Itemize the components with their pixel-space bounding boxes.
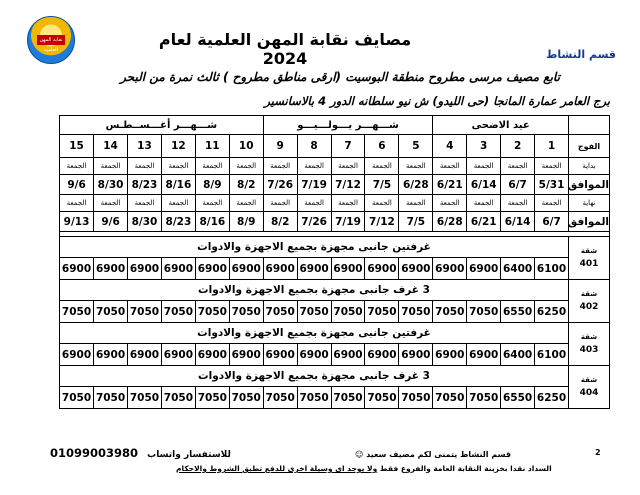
start-mowafiq-label: الموافق: [569, 175, 610, 195]
price-cell: 7050: [60, 387, 94, 409]
elevator-text: بالاسانسير: [264, 94, 315, 108]
start-date: 7/19: [297, 175, 331, 195]
group-number: 14: [94, 135, 128, 158]
month-july: شـــهـــر يـــولـــيـــو: [263, 116, 433, 135]
price-cell: 7050: [467, 301, 501, 323]
price-cell: 7050: [297, 387, 331, 409]
end-date: 7/12: [365, 212, 399, 232]
end-label: نهاية: [569, 195, 610, 212]
price-cell: 7050: [365, 301, 399, 323]
group-number: 10: [229, 135, 263, 158]
price-cell: 6900: [161, 258, 195, 280]
group-number: 12: [161, 135, 195, 158]
end-date: 7/19: [331, 212, 365, 232]
price-cell: 7050: [195, 387, 229, 409]
price-cell: 6900: [229, 344, 263, 366]
price-cell: 6100: [535, 344, 569, 366]
end-day: الجمعة: [331, 195, 365, 212]
price-cell: 6900: [433, 344, 467, 366]
corner-cell: [569, 116, 610, 135]
price-cell: 7050: [433, 387, 467, 409]
start-date: 6/21: [433, 175, 467, 195]
unit-description: [60, 280, 569, 301]
contact-info: [50, 446, 231, 460]
unit-label: شقة: [580, 290, 598, 298]
room-count: 3: [422, 370, 430, 382]
end-date: 6/7: [535, 212, 569, 232]
end-day: الجمعة: [263, 195, 297, 212]
start-day: الجمعة: [331, 158, 365, 175]
syndicate-logo: [27, 16, 75, 64]
price-cell: 7050: [94, 301, 128, 323]
group-number: 9: [263, 135, 297, 158]
end-day: الجمعة: [399, 195, 433, 212]
price-cell: 7050: [94, 387, 128, 409]
end-day: الجمعة: [195, 195, 229, 212]
price-cell: 7050: [467, 387, 501, 409]
location-line-1: تابع مصيف مرسى مطروح منطقة البوسيت (ارقى مناطق مطروح ) ثالث نمرة من البحر: [120, 70, 560, 84]
end-date: 6/28: [433, 212, 467, 232]
location-line-2: [40, 94, 640, 108]
start-day: الجمعة: [229, 158, 263, 175]
unit-cell: [569, 280, 610, 323]
unit-cell: [569, 237, 610, 280]
end-date: 8/23: [161, 212, 195, 232]
price-cell: 6900: [467, 258, 501, 280]
end-day: الجمعة: [467, 195, 501, 212]
end-date: 6/14: [501, 212, 535, 232]
address-text: برج العامر عمارة المانجا (حى الليدو) ش نيو سلطانه الدور 4: [318, 94, 610, 108]
end-day: الجمعة: [128, 195, 162, 212]
logo-text: نقابة المهن العلمية: [37, 35, 65, 45]
start-date: 8/23: [128, 175, 162, 195]
group-number: 7: [331, 135, 365, 158]
description-text: غرف جانبى مجهزة بجميع الاجهزة والادوات: [198, 370, 419, 382]
start-day: الجمعة: [263, 158, 297, 175]
unit-number: 402: [579, 302, 599, 312]
price-cell: 6900: [229, 258, 263, 280]
group-number: 3: [467, 135, 501, 158]
price-cell: 6400: [501, 344, 535, 366]
price-cell: 6900: [331, 258, 365, 280]
price-cell: 6900: [399, 344, 433, 366]
description-text: غرفتين جانبى مجهزة بجميع الاجهزة والادوات: [197, 241, 431, 253]
start-date: 7/26: [263, 175, 297, 195]
price-cell: 7050: [229, 301, 263, 323]
start-date: 6/7: [501, 175, 535, 195]
group-number: 2: [501, 135, 535, 158]
start-date: 8/16: [161, 175, 195, 195]
end-date: 8/9: [229, 212, 263, 232]
group-number: 1: [535, 135, 569, 158]
price-cell: 7050: [195, 301, 229, 323]
end-day: الجمعة: [433, 195, 467, 212]
start-date: 8/30: [94, 175, 128, 195]
end-date: 9/13: [60, 212, 94, 232]
unit-description: [60, 237, 569, 258]
end-date: 6/21: [467, 212, 501, 232]
price-cell: 6900: [433, 258, 467, 280]
end-day: الجمعة: [501, 195, 535, 212]
start-date: 7/5: [365, 175, 399, 195]
start-day: الجمعة: [128, 158, 162, 175]
group-number: 13: [128, 135, 162, 158]
price-cell: 7050: [60, 301, 94, 323]
price-cell: 6900: [60, 344, 94, 366]
wishes-text: قسم النشاط يتمنى لكم مصيف سعيد ☺: [355, 450, 511, 459]
price-cell: 6250: [535, 387, 569, 409]
start-day: الجمعة: [501, 158, 535, 175]
price-cell: 6900: [60, 258, 94, 280]
start-date: 5/31: [535, 175, 569, 195]
price-cell: 7050: [161, 387, 195, 409]
unit-label: شقة: [580, 333, 598, 341]
description-text: غرفتين جانبى مجهزة بجميع الاجهزة والادوات: [197, 327, 431, 339]
price-cell: 7050: [128, 387, 162, 409]
group-number: 6: [365, 135, 399, 158]
start-date: 8/2: [229, 175, 263, 195]
unit-label: شقة: [580, 376, 598, 384]
unit-number: 401: [579, 259, 599, 269]
payment-note-a: السداد نقدا بخزينة النقابة العامة والفروع فقط: [379, 464, 552, 473]
end-day: الجمعة: [297, 195, 331, 212]
unit-cell: [569, 366, 610, 409]
price-cell: 6900: [128, 258, 162, 280]
price-cell: 6900: [128, 344, 162, 366]
price-cell: 7050: [263, 387, 297, 409]
start-label: بداية: [569, 158, 610, 175]
start-date: 6/28: [399, 175, 433, 195]
price-cell: 6550: [501, 387, 535, 409]
price-cell: 6900: [467, 344, 501, 366]
price-cell: 6900: [365, 344, 399, 366]
price-cell: 6550: [501, 301, 535, 323]
price-cell: 7050: [297, 301, 331, 323]
price-cell: 7050: [161, 301, 195, 323]
end-day: الجمعة: [161, 195, 195, 212]
end-mowafiq-label: الموافق: [569, 212, 610, 232]
end-date: 8/16: [195, 212, 229, 232]
end-day: الجمعة: [60, 195, 94, 212]
phone-number: 01099003980: [50, 446, 139, 460]
end-day: الجمعة: [229, 195, 263, 212]
price-cell: 6900: [297, 344, 331, 366]
price-cell: 7050: [399, 387, 433, 409]
price-cell: 7050: [331, 301, 365, 323]
end-date: 7/5: [399, 212, 433, 232]
start-day: الجمعة: [433, 158, 467, 175]
payment-note: [176, 464, 552, 473]
department-label: قسم النشاط: [546, 48, 616, 61]
end-date: 7/26: [297, 212, 331, 232]
start-day: الجمعة: [535, 158, 569, 175]
price-cell: 6400: [501, 258, 535, 280]
unit-description: [60, 366, 569, 387]
price-cell: 6900: [161, 344, 195, 366]
price-cell: 7050: [331, 387, 365, 409]
start-day: الجمعة: [60, 158, 94, 175]
price-cell: 6900: [399, 258, 433, 280]
price-cell: 6100: [535, 258, 569, 280]
start-date: 6/14: [467, 175, 501, 195]
group-number: 5: [399, 135, 433, 158]
price-cell: 6900: [195, 258, 229, 280]
group-number: 11: [195, 135, 229, 158]
price-cell: 7050: [365, 387, 399, 409]
start-day: الجمعة: [195, 158, 229, 175]
unit-label: شقة: [580, 247, 598, 255]
start-day: الجمعة: [399, 158, 433, 175]
month-august: شـــهـــر أغـــســطـس: [60, 116, 264, 135]
unit-number: 403: [579, 345, 599, 355]
price-cell: 6900: [365, 258, 399, 280]
price-cell: 6900: [195, 344, 229, 366]
end-day: الجمعة: [94, 195, 128, 212]
group-number: 8: [297, 135, 331, 158]
unit-description: [60, 323, 569, 344]
end-date: 8/2: [263, 212, 297, 232]
price-cell: 6900: [297, 258, 331, 280]
schedule-table: [59, 115, 610, 409]
start-date: 8/9: [195, 175, 229, 195]
price-cell: 7050: [433, 301, 467, 323]
price-cell: 6900: [263, 258, 297, 280]
start-day: الجمعة: [161, 158, 195, 175]
unit-number: 404: [579, 388, 599, 398]
price-cell: 7050: [399, 301, 433, 323]
group-number: 15: [60, 135, 94, 158]
page-title: مصايف نقابة المهن العلمية لعام 2024: [158, 30, 412, 68]
payment-note-b: ولا يوجد اى وسيلة اخرى للدفع تطبق الشروط والاحكام: [176, 464, 378, 473]
fawj-label: الفوج: [569, 135, 610, 158]
end-date: 8/30: [128, 212, 162, 232]
end-day: الجمعة: [365, 195, 399, 212]
price-cell: 6250: [535, 301, 569, 323]
start-day: الجمعة: [467, 158, 501, 175]
start-day: الجمعة: [365, 158, 399, 175]
group-number: 4: [433, 135, 467, 158]
room-count: 3: [422, 284, 430, 296]
price-cell: 6900: [94, 258, 128, 280]
price-cell: 6900: [263, 344, 297, 366]
price-cell: 6900: [94, 344, 128, 366]
price-cell: 6900: [331, 344, 365, 366]
start-day: الجمعة: [297, 158, 331, 175]
price-cell: 7050: [229, 387, 263, 409]
description-text: غرف جانبى مجهزة بجميع الاجهزة والادوات: [198, 284, 419, 296]
start-day: الجمعة: [94, 158, 128, 175]
start-date: 7/12: [331, 175, 365, 195]
page-number: 2: [595, 448, 601, 457]
inquiry-label: للاستفسار واتساب: [147, 450, 231, 460]
unit-cell: [569, 323, 610, 366]
price-cell: 7050: [263, 301, 297, 323]
month-eid: عيد الاضحى: [433, 116, 569, 135]
price-cell: 7050: [128, 301, 162, 323]
end-day: الجمعة: [535, 195, 569, 212]
end-date: 9/6: [94, 212, 128, 232]
start-date: 9/6: [60, 175, 94, 195]
